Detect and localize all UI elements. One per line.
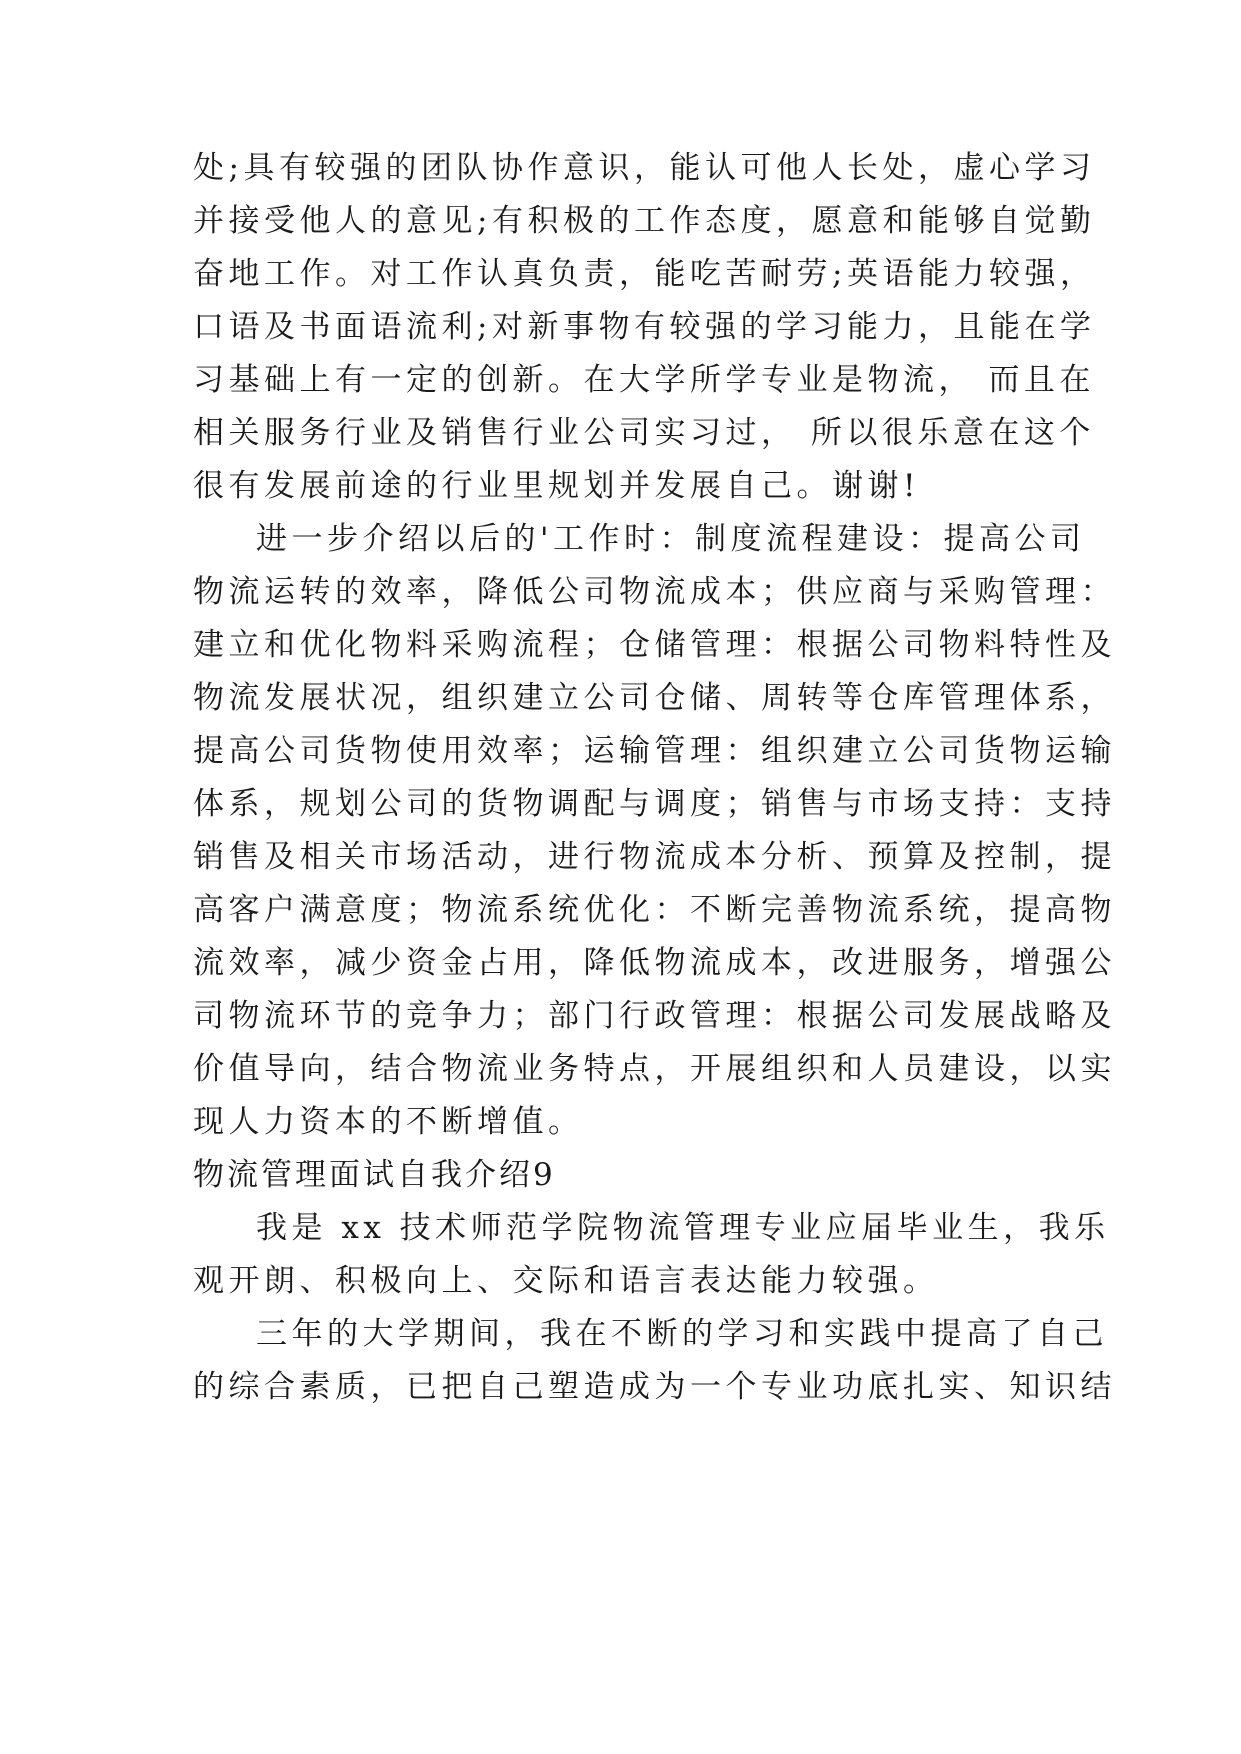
text-line: 口语及书面语流利;对新事物有较强的学习能力，且能在学 bbox=[193, 309, 1096, 345]
text-line: 观开朗、积极向上、交际和语言表达能力较强。 bbox=[193, 1263, 939, 1299]
paragraph-first-line: 进一步介绍以后的'工作时：制度流程建设：提高公司 bbox=[256, 521, 1086, 557]
paragraph-first-line: 我是 xx 技术师范学院物流管理专业应届毕业生，我乐 bbox=[256, 1210, 1110, 1246]
paragraph-first-line: 三年的大学期间，我在不断的学习和实践中提高了自己 bbox=[256, 1316, 1108, 1352]
text-line: 并接受他人的意见;有积极的工作态度，愿意和能够自觉勤 bbox=[193, 203, 1096, 239]
text-line: 提高公司货物使用效率；运输管理：组织建立公司货物运输 bbox=[193, 733, 1116, 769]
section-heading: 物流管理面试自我介绍9 bbox=[193, 1157, 556, 1193]
text-line: 奋地工作。对工作认真负责，能吃苦耐劳;英语能力较强， bbox=[193, 256, 1096, 292]
text-line: 物流运转的效率，降低公司物流成本；供应商与采购管理： bbox=[193, 574, 1116, 610]
text-line: 体系，规划公司的货物调配与调度；销售与市场支持：支持 bbox=[193, 786, 1116, 822]
text-line: 物流发展状况，组织建立公司仓储、周转等仓库管理体系， bbox=[193, 680, 1116, 716]
text-line: 的综合素质，已把自己塑造成为一个专业功底扎实、知识结 bbox=[193, 1369, 1116, 1405]
text-line: 建立和优化物料采购流程；仓储管理：根据公司物料特性及 bbox=[193, 627, 1116, 663]
text-line: 销售及相关市场活动，进行物流成本分析、预算及控制，提 bbox=[193, 839, 1116, 875]
text-line: 司物流环节的竞争力；部门行政管理：根据公司发展战略及 bbox=[193, 998, 1116, 1034]
text-line: 现人力资本的不断增值。 bbox=[193, 1104, 584, 1140]
text-line: 高客户满意度；物流系统优化：不断完善物流系统，提高物 bbox=[193, 892, 1116, 928]
text-line: 习基础上有一定的创新。在大学所学专业是物流， 而且在 bbox=[193, 362, 1095, 398]
text-line: 相关服务行业及销售行业公司实习过， 所以很乐意在这个 bbox=[193, 415, 1095, 451]
text-line: 价值导向，结合物流业务特点，开展组织和人员建设，以实 bbox=[193, 1051, 1116, 1087]
text-line: 流效率，减少资金占用，降低物流成本，改进服务，增强公 bbox=[193, 945, 1116, 981]
text-line: 很有发展前途的行业里规划并发展自己。谢谢! bbox=[193, 468, 920, 504]
text-line: 处;具有较强的团队协作意识，能认可他人长处，虚心学习 bbox=[193, 150, 1096, 186]
